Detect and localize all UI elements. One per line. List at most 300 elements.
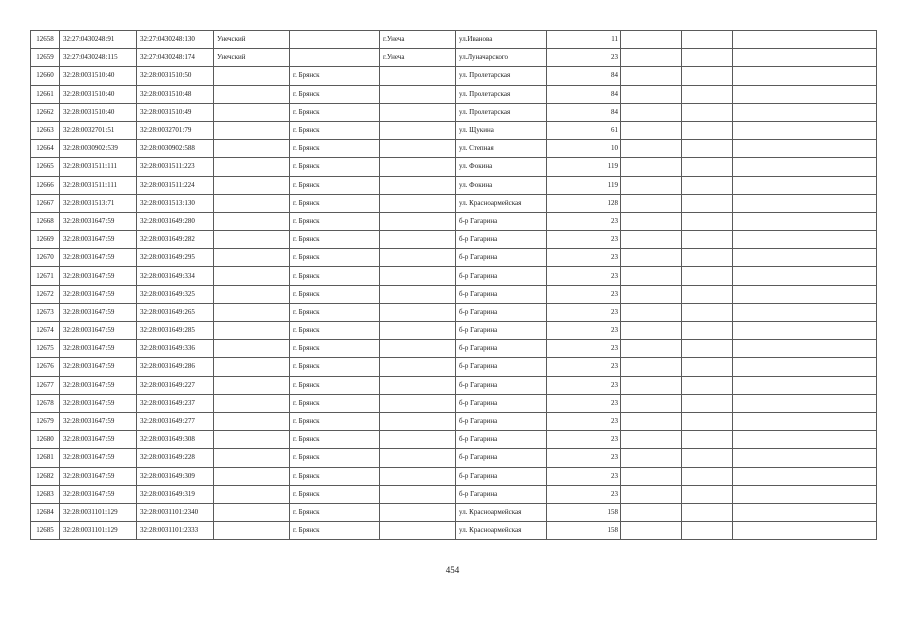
district-cell (214, 267, 290, 285)
object-cadastral-number-cell: 32:28:0031101:2333 (137, 522, 214, 540)
extra-field-1-cell (621, 85, 682, 103)
registry-table (30, 30, 877, 540)
city-cell: г. Брянск (290, 358, 380, 376)
table-row (31, 358, 877, 376)
row-number-cell: 12661 (31, 85, 60, 103)
district-cell (214, 303, 290, 321)
district-cell (214, 449, 290, 467)
extra-field-2-cell (682, 449, 733, 467)
table-row (31, 249, 877, 267)
empty-cell (733, 522, 877, 540)
house-number-cell: 23 (547, 485, 621, 503)
extra-field-1-cell (621, 176, 682, 194)
town-cell (380, 212, 456, 230)
empty-cell (733, 431, 877, 449)
street-cell: ул. Красноармейская (456, 194, 547, 212)
object-cadastral-number-cell: 32:28:0031649:309 (137, 467, 214, 485)
cadastral-number-cell: 32:28:0031647:59 (60, 376, 137, 394)
district-cell (214, 358, 290, 376)
house-number-cell: 23 (547, 376, 621, 394)
district-cell (214, 431, 290, 449)
town-cell (380, 522, 456, 540)
street-cell: б-р Гагарина (456, 485, 547, 503)
table-row (31, 194, 877, 212)
empty-cell (733, 485, 877, 503)
cadastral-number-cell: 32:28:0031647:59 (60, 267, 137, 285)
table-body (31, 31, 877, 540)
town-cell (380, 67, 456, 85)
extra-field-2-cell (682, 249, 733, 267)
cadastral-number-cell: 32:28:0031510:40 (60, 85, 137, 103)
town-cell (380, 376, 456, 394)
object-cadastral-number-cell: 32:28:0031649:308 (137, 431, 214, 449)
town-cell (380, 303, 456, 321)
empty-cell (733, 31, 877, 49)
row-number-cell: 12663 (31, 121, 60, 139)
city-cell: г. Брянск (290, 194, 380, 212)
district-cell (214, 212, 290, 230)
city-cell: г. Брянск (290, 85, 380, 103)
extra-field-1-cell (621, 322, 682, 340)
object-cadastral-number-cell: 32:27:0430248:130 (137, 31, 214, 49)
cadastral-number-cell: 32:28:0031513:71 (60, 194, 137, 212)
object-cadastral-number-cell: 32:28:0031513:130 (137, 194, 214, 212)
city-cell: г. Брянск (290, 467, 380, 485)
cadastral-number-cell: 32:28:0031647:59 (60, 485, 137, 503)
town-cell (380, 85, 456, 103)
row-number-cell: 12659 (31, 49, 60, 67)
house-number-cell: 84 (547, 85, 621, 103)
empty-cell (733, 121, 877, 139)
cadastral-number-cell: 32:28:0031647:59 (60, 231, 137, 249)
table-row (31, 431, 877, 449)
table-row (31, 522, 877, 540)
house-number-cell: 23 (547, 303, 621, 321)
street-cell: ул. Красноармейская (456, 522, 547, 540)
extra-field-2-cell (682, 340, 733, 358)
city-cell: г. Брянск (290, 176, 380, 194)
empty-cell (733, 376, 877, 394)
extra-field-1-cell (621, 103, 682, 121)
row-number-cell: 12666 (31, 176, 60, 194)
house-number-cell: 158 (547, 522, 621, 540)
city-cell: г. Брянск (290, 103, 380, 121)
district-cell (214, 249, 290, 267)
empty-cell (733, 49, 877, 67)
object-cadastral-number-cell: 32:28:0031649:228 (137, 449, 214, 467)
row-number-cell: 12673 (31, 303, 60, 321)
cadastral-number-cell: 32:28:0031647:59 (60, 249, 137, 267)
town-cell (380, 249, 456, 267)
empty-cell (733, 449, 877, 467)
house-number-cell: 61 (547, 121, 621, 139)
house-number-cell: 23 (547, 267, 621, 285)
row-number-cell: 12680 (31, 431, 60, 449)
extra-field-2-cell (682, 212, 733, 230)
cadastral-number-cell: 32:28:0031511:111 (60, 176, 137, 194)
street-cell: ул. Красноармейская (456, 503, 547, 521)
cadastral-number-cell: 32:28:0032701:51 (60, 121, 137, 139)
table-row (31, 31, 877, 49)
cadastral-number-cell: 32:27:0430248:115 (60, 49, 137, 67)
extra-field-2-cell (682, 267, 733, 285)
row-number-cell: 12662 (31, 103, 60, 121)
table-row (31, 158, 877, 176)
city-cell: г. Брянск (290, 522, 380, 540)
cadastral-number-cell: 32:28:0031101:129 (60, 522, 137, 540)
street-cell: б-р Гагарина (456, 376, 547, 394)
row-number-cell: 12677 (31, 376, 60, 394)
street-cell: ул. Щукина (456, 121, 547, 139)
extra-field-1-cell (621, 394, 682, 412)
house-number-cell: 23 (547, 231, 621, 249)
empty-cell (733, 394, 877, 412)
object-cadastral-number-cell: 32:28:0031649:280 (137, 212, 214, 230)
street-cell: б-р Гагарина (456, 231, 547, 249)
street-cell: б-р Гагарина (456, 322, 547, 340)
cadastral-number-cell: 32:28:0031647:59 (60, 431, 137, 449)
house-number-cell: 23 (547, 467, 621, 485)
row-number-cell: 12672 (31, 285, 60, 303)
row-number-cell: 12676 (31, 358, 60, 376)
district-cell (214, 394, 290, 412)
empty-cell (733, 340, 877, 358)
town-cell (380, 394, 456, 412)
table-row (31, 140, 877, 158)
extra-field-2-cell (682, 376, 733, 394)
table-row (31, 467, 877, 485)
house-number-cell: 23 (547, 212, 621, 230)
extra-field-2-cell (682, 522, 733, 540)
town-cell (380, 322, 456, 340)
house-number-cell: 84 (547, 67, 621, 85)
row-number-cell: 12678 (31, 394, 60, 412)
row-number-cell: 12671 (31, 267, 60, 285)
extra-field-1-cell (621, 522, 682, 540)
extra-field-2-cell (682, 85, 733, 103)
row-number-cell: 12674 (31, 322, 60, 340)
empty-cell (733, 231, 877, 249)
city-cell: г. Брянск (290, 431, 380, 449)
town-cell: г.Унеча (380, 49, 456, 67)
extra-field-1-cell (621, 67, 682, 85)
town-cell (380, 194, 456, 212)
extra-field-1-cell (621, 267, 682, 285)
extra-field-2-cell (682, 485, 733, 503)
cadastral-number-cell: 32:28:0031510:40 (60, 103, 137, 121)
extra-field-1-cell (621, 285, 682, 303)
city-cell: г. Брянск (290, 140, 380, 158)
district-cell (214, 67, 290, 85)
cadastral-number-cell: 32:28:0031647:59 (60, 358, 137, 376)
city-cell (290, 49, 380, 67)
street-cell: б-р Гагарина (456, 394, 547, 412)
street-cell: б-р Гагарина (456, 340, 547, 358)
table-row (31, 449, 877, 467)
town-cell (380, 121, 456, 139)
cadastral-number-cell: 32:28:0031647:59 (60, 394, 137, 412)
city-cell (290, 31, 380, 49)
street-cell: б-р Гагарина (456, 358, 547, 376)
street-cell: ул.Луначарского (456, 49, 547, 67)
street-cell: ул. Фокина (456, 158, 547, 176)
town-cell (380, 176, 456, 194)
district-cell (214, 194, 290, 212)
house-number-cell: 23 (547, 358, 621, 376)
extra-field-2-cell (682, 67, 733, 85)
row-number-cell: 12660 (31, 67, 60, 85)
extra-field-1-cell (621, 431, 682, 449)
extra-field-1-cell (621, 376, 682, 394)
object-cadastral-number-cell: 32:28:0031649:319 (137, 485, 214, 503)
empty-cell (733, 67, 877, 85)
city-cell: г. Брянск (290, 67, 380, 85)
object-cadastral-number-cell: 32:28:0031101:2340 (137, 503, 214, 521)
street-cell: б-р Гагарина (456, 449, 547, 467)
house-number-cell: 158 (547, 503, 621, 521)
town-cell (380, 503, 456, 521)
house-number-cell: 119 (547, 176, 621, 194)
city-cell: г. Брянск (290, 303, 380, 321)
object-cadastral-number-cell: 32:28:0031649:295 (137, 249, 214, 267)
row-number-cell: 12675 (31, 340, 60, 358)
house-number-cell: 23 (547, 285, 621, 303)
extra-field-1-cell (621, 140, 682, 158)
empty-cell (733, 503, 877, 521)
street-cell: б-р Гагарина (456, 249, 547, 267)
house-number-cell: 23 (547, 322, 621, 340)
extra-field-1-cell (621, 358, 682, 376)
empty-cell (733, 322, 877, 340)
extra-field-1-cell (621, 49, 682, 67)
district-cell (214, 340, 290, 358)
cadastral-number-cell: 32:28:0031647:59 (60, 212, 137, 230)
extra-field-2-cell (682, 503, 733, 521)
town-cell (380, 340, 456, 358)
street-cell: б-р Гагарина (456, 212, 547, 230)
table-row (31, 103, 877, 121)
extra-field-1-cell (621, 503, 682, 521)
district-cell: Унечский (214, 31, 290, 49)
city-cell: г. Брянск (290, 412, 380, 430)
table-row (31, 412, 877, 430)
row-number-cell: 12658 (31, 31, 60, 49)
table-row (31, 49, 877, 67)
cadastral-number-cell: 32:28:0031647:59 (60, 303, 137, 321)
house-number-cell: 119 (547, 158, 621, 176)
object-cadastral-number-cell: 32:28:0031649:336 (137, 340, 214, 358)
city-cell: г. Брянск (290, 503, 380, 521)
row-number-cell: 12685 (31, 522, 60, 540)
empty-cell (733, 358, 877, 376)
object-cadastral-number-cell: 32:28:0031649:334 (137, 267, 214, 285)
cadastral-number-cell: 32:28:0031647:59 (60, 322, 137, 340)
street-cell: б-р Гагарина (456, 285, 547, 303)
extra-field-2-cell (682, 303, 733, 321)
page-number: 454 (445, 565, 460, 575)
street-cell: ул. Пролетарская (456, 103, 547, 121)
extra-field-2-cell (682, 176, 733, 194)
street-cell: ул.Иванова (456, 31, 547, 49)
object-cadastral-number-cell: 32:28:0031649:227 (137, 376, 214, 394)
street-cell: ул. Фокина (456, 176, 547, 194)
table-row (31, 212, 877, 230)
empty-cell (733, 303, 877, 321)
extra-field-2-cell (682, 285, 733, 303)
object-cadastral-number-cell: 32:28:0031510:50 (137, 67, 214, 85)
district-cell (214, 285, 290, 303)
street-cell: б-р Гагарина (456, 303, 547, 321)
empty-cell (733, 249, 877, 267)
city-cell: г. Брянск (290, 267, 380, 285)
object-cadastral-number-cell: 32:28:0032701:79 (137, 121, 214, 139)
extra-field-2-cell (682, 431, 733, 449)
city-cell: г. Брянск (290, 249, 380, 267)
city-cell: г. Брянск (290, 485, 380, 503)
district-cell: Унечский (214, 49, 290, 67)
district-cell (214, 231, 290, 249)
table-row (31, 67, 877, 85)
table-row (31, 485, 877, 503)
city-cell: г. Брянск (290, 231, 380, 249)
town-cell (380, 103, 456, 121)
town-cell: г.Унеча (380, 31, 456, 49)
district-cell (214, 412, 290, 430)
extra-field-1-cell (621, 31, 682, 49)
house-number-cell: 23 (547, 394, 621, 412)
extra-field-2-cell (682, 121, 733, 139)
extra-field-1-cell (621, 485, 682, 503)
table-row (31, 285, 877, 303)
cadastral-number-cell: 32:28:0031101:129 (60, 503, 137, 521)
empty-cell (733, 158, 877, 176)
cadastral-number-cell: 32:28:0030902:539 (60, 140, 137, 158)
row-number-cell: 12682 (31, 467, 60, 485)
table-row (31, 176, 877, 194)
street-cell: ул. Степная (456, 140, 547, 158)
extra-field-1-cell (621, 449, 682, 467)
district-cell (214, 467, 290, 485)
town-cell (380, 412, 456, 430)
district-cell (214, 158, 290, 176)
row-number-cell: 12669 (31, 231, 60, 249)
house-number-cell: 128 (547, 194, 621, 212)
extra-field-2-cell (682, 394, 733, 412)
street-cell: ул. Пролетарская (456, 67, 547, 85)
empty-cell (733, 85, 877, 103)
extra-field-1-cell (621, 158, 682, 176)
extra-field-1-cell (621, 212, 682, 230)
district-cell (214, 376, 290, 394)
empty-cell (733, 412, 877, 430)
extra-field-2-cell (682, 140, 733, 158)
street-cell: б-р Гагарина (456, 267, 547, 285)
object-cadastral-number-cell: 32:28:0031511:223 (137, 158, 214, 176)
street-cell: ул. Пролетарская (456, 85, 547, 103)
extra-field-2-cell (682, 194, 733, 212)
street-cell: б-р Гагарина (456, 431, 547, 449)
table-row (31, 231, 877, 249)
cadastral-number-cell: 32:28:0031510:40 (60, 67, 137, 85)
object-cadastral-number-cell: 32:28:0031649:285 (137, 322, 214, 340)
extra-field-2-cell (682, 31, 733, 49)
house-number-cell: 11 (547, 31, 621, 49)
city-cell: г. Брянск (290, 212, 380, 230)
town-cell (380, 231, 456, 249)
object-cadastral-number-cell: 32:28:0030902:588 (137, 140, 214, 158)
extra-field-2-cell (682, 467, 733, 485)
extra-field-1-cell (621, 249, 682, 267)
cadastral-number-cell: 32:28:0031647:59 (60, 449, 137, 467)
row-number-cell: 12684 (31, 503, 60, 521)
cadastral-number-cell: 32:28:0031647:59 (60, 412, 137, 430)
house-number-cell: 23 (547, 449, 621, 467)
extra-field-2-cell (682, 103, 733, 121)
table-row (31, 121, 877, 139)
extra-field-1-cell (621, 340, 682, 358)
district-cell (214, 503, 290, 521)
extra-field-1-cell (621, 194, 682, 212)
town-cell (380, 449, 456, 467)
object-cadastral-number-cell: 32:28:0031510:49 (137, 103, 214, 121)
table-row (31, 267, 877, 285)
house-number-cell: 23 (547, 412, 621, 430)
row-number-cell: 12664 (31, 140, 60, 158)
street-cell: б-р Гагарина (456, 412, 547, 430)
town-cell (380, 358, 456, 376)
city-cell: г. Брянск (290, 340, 380, 358)
table-row (31, 303, 877, 321)
house-number-cell: 84 (547, 103, 621, 121)
district-cell (214, 176, 290, 194)
row-number-cell: 12668 (31, 212, 60, 230)
empty-cell (733, 103, 877, 121)
empty-cell (733, 212, 877, 230)
house-number-cell: 23 (547, 249, 621, 267)
row-number-cell: 12681 (31, 449, 60, 467)
extra-field-1-cell (621, 303, 682, 321)
object-cadastral-number-cell: 32:28:0031511:224 (137, 176, 214, 194)
district-cell (214, 322, 290, 340)
table-row (31, 340, 877, 358)
city-cell: г. Брянск (290, 322, 380, 340)
table-row (31, 503, 877, 521)
town-cell (380, 467, 456, 485)
cadastral-number-cell: 32:28:0031647:59 (60, 467, 137, 485)
cadastral-number-cell: 32:28:0031511:111 (60, 158, 137, 176)
extra-field-2-cell (682, 322, 733, 340)
row-number-cell: 12683 (31, 485, 60, 503)
town-cell (380, 158, 456, 176)
extra-field-1-cell (621, 467, 682, 485)
table-row (31, 376, 877, 394)
city-cell: г. Брянск (290, 449, 380, 467)
city-cell: г. Брянск (290, 376, 380, 394)
row-number-cell: 12670 (31, 249, 60, 267)
object-cadastral-number-cell: 32:28:0031649:282 (137, 231, 214, 249)
district-cell (214, 522, 290, 540)
city-cell: г. Брянск (290, 121, 380, 139)
town-cell (380, 140, 456, 158)
empty-cell (733, 267, 877, 285)
empty-cell (733, 194, 877, 212)
city-cell: г. Брянск (290, 158, 380, 176)
empty-cell (733, 140, 877, 158)
extra-field-2-cell (682, 231, 733, 249)
town-cell (380, 285, 456, 303)
extra-field-2-cell (682, 358, 733, 376)
extra-field-2-cell (682, 49, 733, 67)
